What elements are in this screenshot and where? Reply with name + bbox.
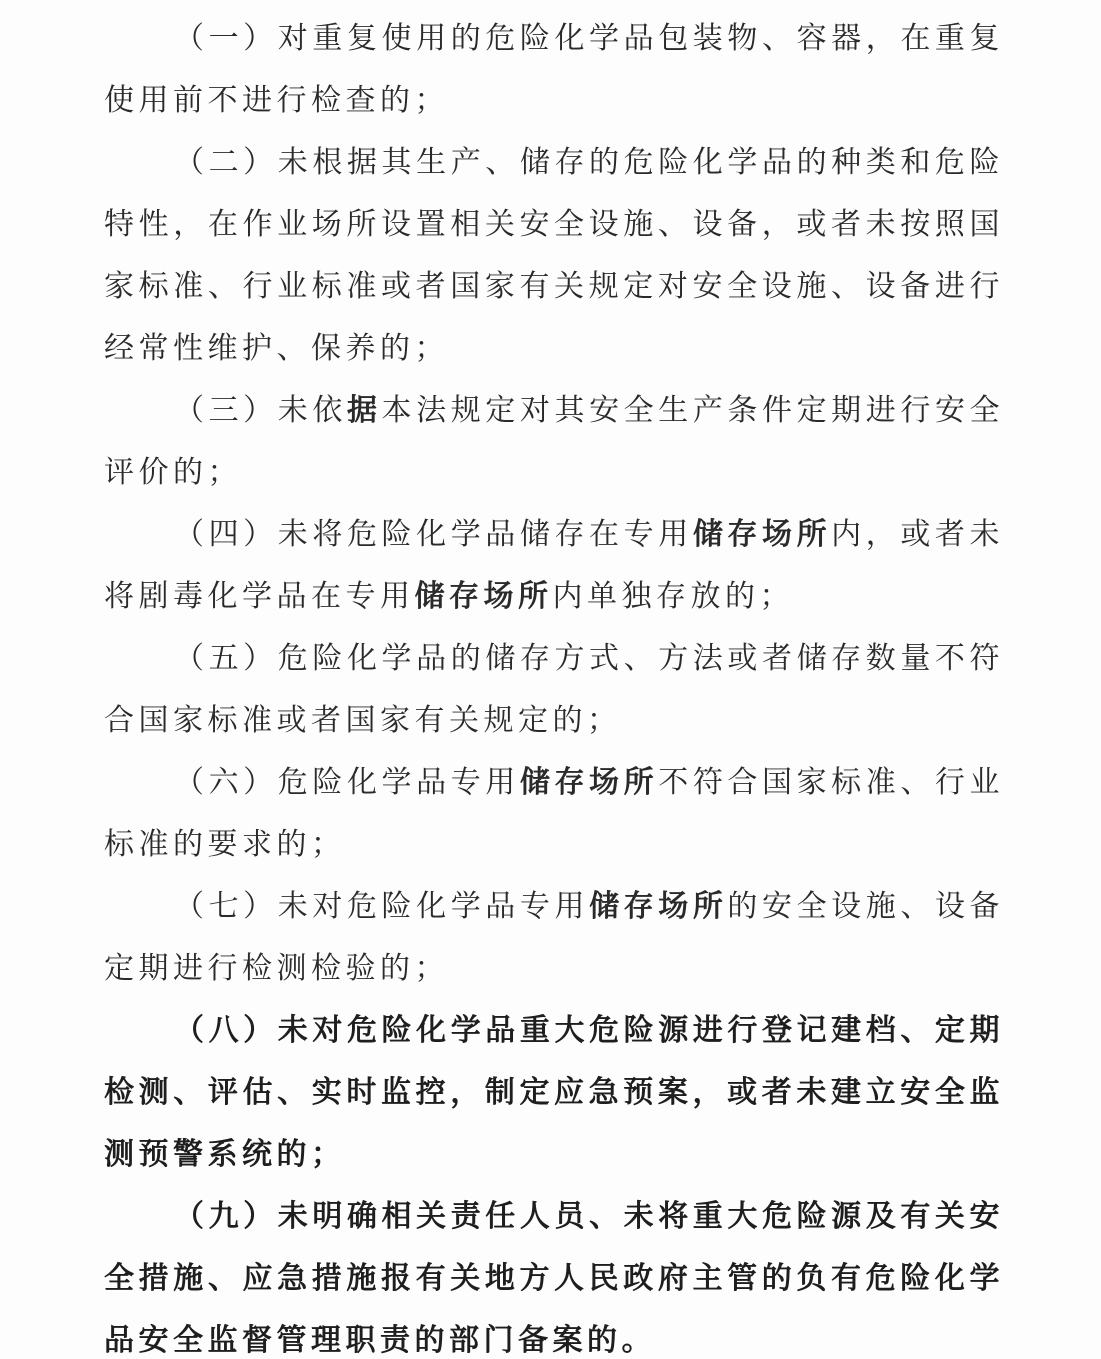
clause-text: 未对危险化学品重大危险源进行登记建档、定期检测、评估、实时监控，制定应急预案，或者未建立安全监测预警系统的； [104,1013,1005,1172]
clause-6 [104,752,1004,876]
clause-7 [104,876,1004,1000]
clause-4 [104,504,1004,628]
clause-text: 未依 [277,393,347,428]
clause-5 [104,628,1004,752]
highlighted-text: 储存场所 [414,579,553,614]
highlighted-text: 储存场所 [519,765,659,800]
highlighted-text: 据 [346,393,382,428]
clause-marker: （二） [174,145,278,180]
clause-marker: （八） [174,1013,278,1048]
clause-3 [104,380,1004,504]
clause-9 [104,1186,1004,1359]
document-body [104,8,1004,1359]
clause-text: 不符合国家标准、行业标准的要求的； [104,765,1005,862]
clause-text: 危险化学品专用 [277,765,520,800]
clause-text: 未明确相关责任人员、未将重大危险源及有关安全措施、应急措施报有关地方人民政府主管的负有危险化学品安全监督管理职责的部门备案的。 [104,1199,1005,1358]
clause-text: 本法规定对其安全生产条件定期进行安全评价的； [104,393,1005,490]
clause-text: 内单独存放的； [552,579,794,614]
clause-marker: （三） [174,393,278,428]
clause-text: 对重复使用的危险化学品包装物、容器，在重复使用前不进行检查的； [104,21,1005,118]
clause-text: 未将危险化学品储存在专用 [277,517,693,552]
highlighted-text: 储存场所 [589,889,728,924]
clause-8 [104,1000,1004,1186]
clause-1 [104,8,1004,132]
clause-marker: （六） [174,765,278,800]
clause-2 [104,132,1004,380]
clause-marker: （一） [174,21,278,56]
clause-text: 的安全设施、设备定期进行检测检验的； [104,889,1005,986]
highlighted-text: 储存场所 [692,517,832,552]
clause-text: 危险化学品的储存方式、方法或者储存数量不符合国家标准或者国家有关规定的； [104,641,1005,738]
clause-marker: （四） [174,517,278,552]
clause-text: 未对危险化学品专用 [277,889,590,924]
clause-marker: （五） [174,641,278,676]
clause-text: 内，或者未将剧毒化学品在专用 [104,517,1005,614]
clause-marker: （七） [174,889,278,924]
clause-text: 未根据其生产、储存的危险化学品的种类和危险特性，在作业场所设置相关安全设施、设备，或者未按照国家标准、行业标准或者国家有关规定对安全设施、设备进行经常性维护、保养的； [104,145,1005,366]
clause-marker: （九） [174,1199,278,1234]
